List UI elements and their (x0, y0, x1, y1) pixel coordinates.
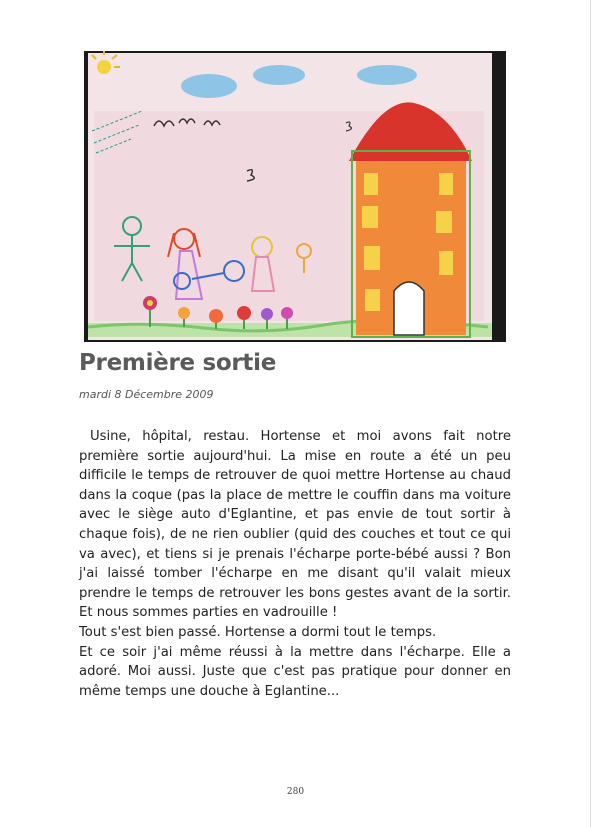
page-number: 280 (286, 787, 305, 797)
article-paragraph: Usine, hôpital, restau. Hortense et moi avons fait notre première sortie aujourd'hui. La mise en route a été un peu difficile le temps de retrouver de quoi mettre Hortense au chaud dans la coque (pas la place de mettre le couffin dans ma voiture avec le siège auto d'Eglantine, et pas envie de tout sortir à chaque fois), de ne rien oublier (quid des couches et tout ce qui va avec), et tiens si je prenais l'écharpe porte-bébé aussi ? Bon j'ai laissé tomber l'écharpe en me disant qu'il valait mieux prendre le temps de retrouver les bons gestes avant de la sortir. Et nous sommes parties en vadrouille ! (79, 429, 511, 621)
article-date: mardi 8 Décembre 2009 (79, 388, 214, 401)
article-paragraph: Tout s'est bien passé. Hortense a dormi tout le temps. (79, 624, 437, 640)
child-drawing-photo (84, 51, 506, 342)
article-title: Première sortie (79, 350, 277, 376)
article-body (79, 427, 511, 701)
article-paragraph: Et ce soir j'ai même réussi à la mettre dans l'écharpe. Elle a adoré. Moi aussi. Juste que c'est pas pratique pour donner en même temps une douche à Eglantine... (79, 644, 511, 699)
house-drawing (349, 102, 472, 337)
